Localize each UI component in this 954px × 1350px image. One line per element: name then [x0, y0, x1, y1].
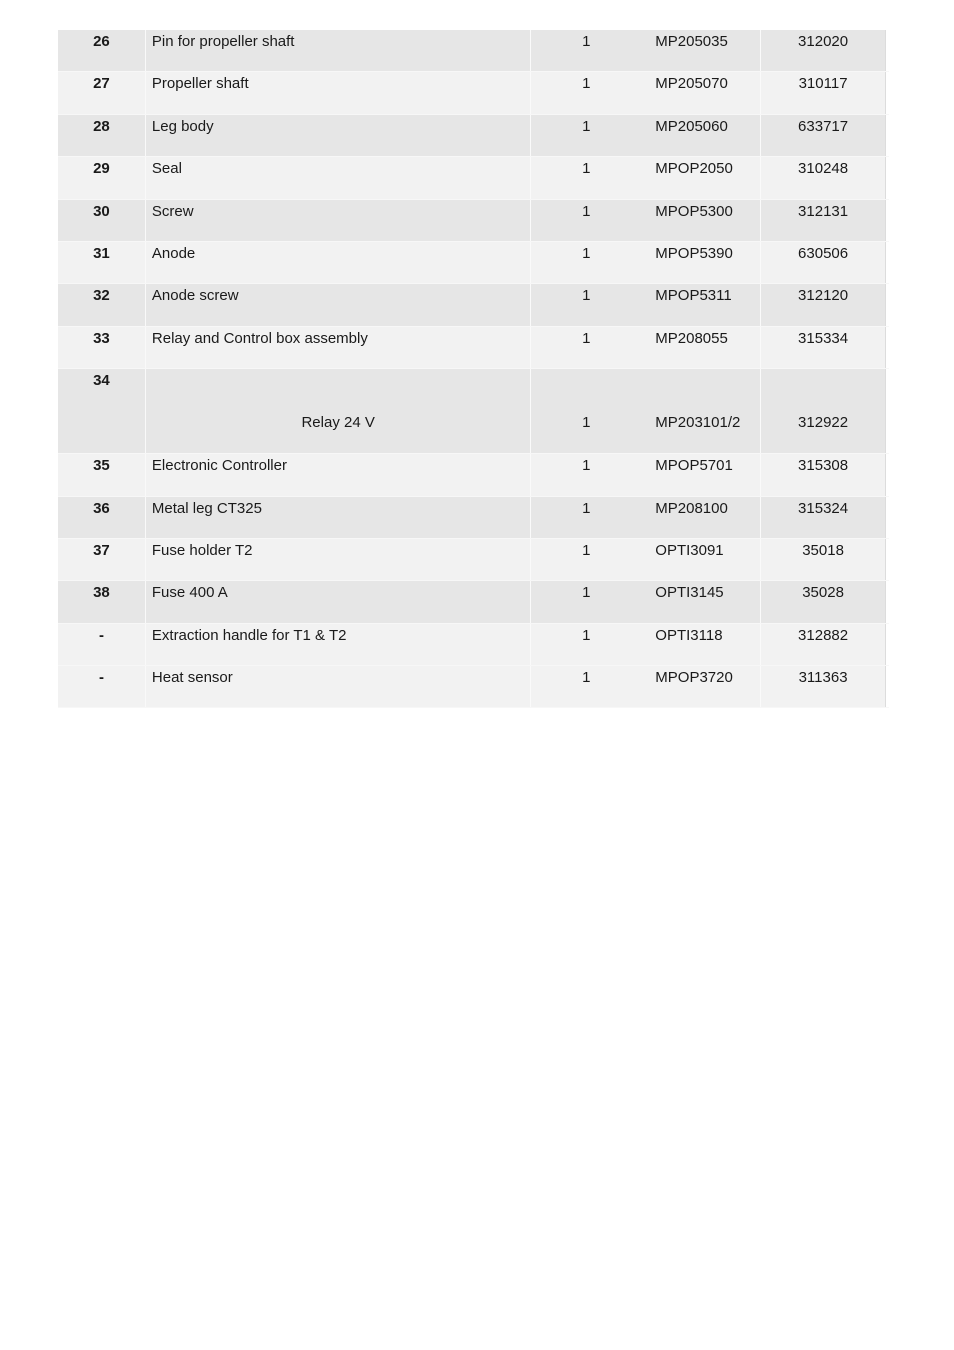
item-reference: MPOP3720 [641, 666, 761, 707]
table-row [58, 369, 889, 454]
table-row [58, 327, 889, 369]
item-description: Screw [146, 200, 532, 241]
table-row [58, 581, 889, 623]
item-code: 315334 [798, 329, 849, 347]
item-code: 312131 [798, 202, 849, 220]
item-description: Seal [146, 157, 532, 198]
item-number: 28 [58, 115, 146, 156]
item-reference: OPTI3091 [641, 539, 761, 580]
item-quantity: 1 [582, 669, 591, 687]
item-code: 633717 [798, 117, 849, 135]
item-quantity: 1 [582, 584, 591, 602]
item-quantity: 1 [582, 499, 591, 517]
item-number: 32 [58, 284, 146, 325]
table-edge [885, 72, 889, 113]
table-row [58, 115, 889, 157]
item-description: Extraction handle for T1 & T2 [146, 624, 532, 665]
item-description: Leg body [146, 115, 532, 156]
item-reference: MPOP5701 [641, 454, 761, 495]
item-reference: MPOP2050 [641, 157, 761, 198]
table-edge [885, 497, 889, 538]
table-row [58, 454, 889, 496]
item-description: Metal leg CT325 [146, 497, 532, 538]
item-reference: OPTI3145 [641, 581, 761, 622]
table-row [58, 157, 889, 199]
item-code: 312120 [798, 287, 849, 305]
item-reference: MP205035 [641, 30, 761, 71]
table-edge [885, 30, 889, 71]
table-row [58, 30, 889, 72]
table-edge [885, 581, 889, 622]
item-number: 30 [58, 200, 146, 241]
item-quantity: 1 [582, 160, 591, 178]
item-number: 26 [58, 30, 146, 71]
parts-table [58, 30, 889, 708]
table-row [58, 666, 889, 708]
item-number: 37 [58, 539, 146, 580]
table-row [58, 497, 889, 539]
item-quantity: 1 [582, 117, 591, 135]
item-number: 35 [58, 454, 146, 495]
item-number: 36 [58, 497, 146, 538]
table-row [58, 539, 889, 581]
item-code: 310117 [798, 75, 848, 93]
item-quantity: 1 [582, 457, 591, 475]
item-quantity: 1 [582, 329, 591, 347]
item-reference: MP203101/2 [641, 369, 761, 453]
item-description: Relay 24 V [146, 369, 532, 453]
item-description: Relay and Control box assembly [146, 327, 532, 368]
table-edge [885, 539, 889, 580]
item-reference: MPOP5390 [641, 242, 761, 283]
item-number: 38 [58, 581, 146, 622]
item-number: 31 [58, 242, 146, 283]
table-edge [885, 284, 889, 325]
item-quantity: 1 [582, 414, 591, 432]
item-number: 27 [58, 72, 146, 113]
table-edge [885, 157, 889, 198]
table-row [58, 200, 889, 242]
item-code: 630506 [798, 244, 849, 262]
table-edge [885, 666, 889, 707]
item-code: 312882 [798, 626, 849, 644]
table-edge [885, 624, 889, 665]
item-description: Propeller shaft [146, 72, 532, 113]
item-number: 34 [58, 369, 146, 453]
table-edge [885, 454, 889, 495]
item-number: 29 [58, 157, 146, 198]
item-reference: MP208055 [641, 327, 761, 368]
item-quantity: 1 [582, 244, 591, 262]
item-description: Fuse holder T2 [146, 539, 532, 580]
item-code: 310248 [798, 160, 849, 178]
item-quantity: 1 [582, 75, 591, 93]
item-quantity: 1 [582, 541, 591, 559]
item-code: 312020 [798, 33, 849, 50]
table-row [58, 242, 889, 284]
item-description: Anode screw [146, 284, 532, 325]
item-number: - [58, 666, 146, 707]
item-code: 35018 [802, 541, 844, 559]
table-edge [885, 200, 889, 241]
item-number: 33 [58, 327, 146, 368]
item-reference: OPTI3118 [641, 624, 761, 665]
item-code: 311363 [798, 669, 848, 687]
table-row [58, 284, 889, 326]
item-description: Electronic Controller [146, 454, 532, 495]
table-row [58, 624, 889, 666]
table-edge [885, 115, 889, 156]
item-description: Heat sensor [146, 666, 532, 707]
item-number: - [58, 624, 146, 665]
item-description: Pin for propeller shaft [146, 30, 532, 71]
item-description: Anode [146, 242, 532, 283]
item-reference: MP205060 [641, 115, 761, 156]
table-edge [885, 369, 889, 453]
item-code: 35028 [802, 584, 844, 602]
table-edge [885, 327, 889, 368]
item-description: Fuse 400 A [146, 581, 532, 622]
item-reference: MP205070 [641, 72, 761, 113]
table-edge [885, 242, 889, 283]
item-quantity: 1 [582, 33, 591, 50]
table-row [58, 72, 889, 114]
item-reference: MP208100 [641, 497, 761, 538]
item-code: 312922 [798, 414, 849, 432]
item-quantity: 1 [582, 202, 591, 220]
item-code: 315324 [798, 499, 849, 517]
item-reference: MPOP5311 [641, 284, 761, 325]
item-reference: MPOP5300 [641, 200, 761, 241]
item-quantity: 1 [582, 626, 591, 644]
item-quantity: 1 [582, 287, 591, 305]
item-code: 315308 [798, 457, 849, 475]
